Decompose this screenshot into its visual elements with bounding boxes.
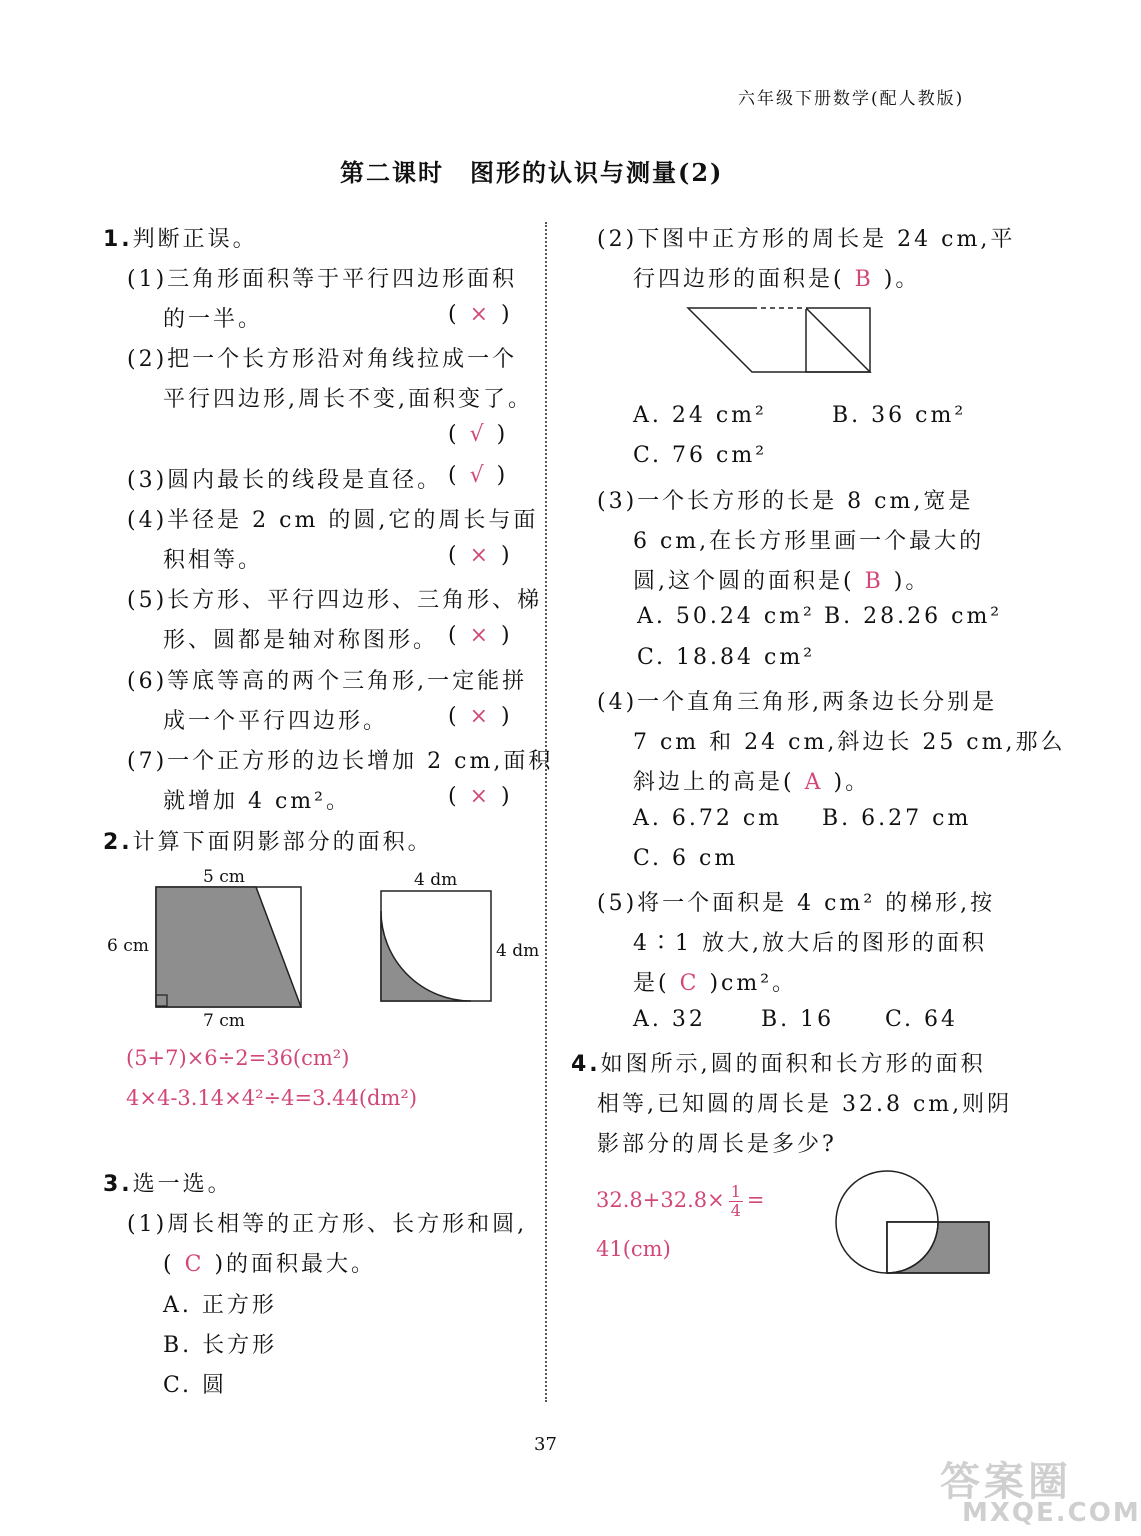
q1-item-3: (3)圆内最长的线段是直径。 <box>127 468 443 493</box>
q1-heading: 1.判断正误。 <box>103 227 258 252</box>
q1-item-5: (5)长方形、平行四边形、三角形、梯 <box>127 588 543 613</box>
q1-item-7-cont: 就增加 4 cm²。 <box>163 789 351 814</box>
q3-s2-option-c: C. 76 cm² <box>633 443 768 468</box>
q3-s1-option-b: B. 长方形 <box>163 1333 278 1358</box>
q3-s3-line2: 6 cm,在长方形里画一个最大的 <box>633 529 985 554</box>
q1-item-6: (6)等底等高的两个三角形,一定能拼 <box>127 669 528 694</box>
watermark-site-icon: MXQE.COM <box>962 1498 1141 1528</box>
q2-quarter-circle-figure <box>380 890 500 1010</box>
q3-s4-line1: (4)一个直角三角形,两条边长分别是 <box>597 690 998 715</box>
q3-s4-line3: 斜边上的高是( A )。 <box>633 770 871 795</box>
q1-item-5-cont: 形、圆都是轴对称图形。 <box>163 628 439 653</box>
fig1-left-label: 6 cm <box>107 936 149 956</box>
q3-s2-parallelogram-figure <box>686 306 886 376</box>
q3-s2-option-a: A. 24 cm² <box>633 403 767 428</box>
q3-s2-option-b: B. 36 cm² <box>832 403 967 428</box>
fig1-bottom-label: 7 cm <box>203 1011 245 1031</box>
q1-item-1-cont: 的一半。 <box>163 307 264 332</box>
q4-answer-line2: 41(cm) <box>596 1237 671 1261</box>
q3-s1-line2: ( C )的面积最大。 <box>163 1252 377 1277</box>
fig2-top-label: 4 dm <box>414 870 458 890</box>
q1-item-2: (2)把一个长方形沿对角线拉成一个 <box>127 347 518 372</box>
q4-line3: 影部分的周长是多少? <box>597 1132 837 1157</box>
q3-s4-option-a: A. 6.72 cm <box>633 806 783 831</box>
column-divider <box>545 222 547 1402</box>
book-header: 六年级下册数学(配人教版) <box>738 89 965 109</box>
q3-s5-line2: 4∶1 放大,放大后的图形的面积 <box>633 931 987 956</box>
q1-item-7: (7)一个正方形的边长增加 2 cm,面积 <box>127 749 554 774</box>
q1-item-3-answer: ( √ ) <box>448 463 509 488</box>
page-number: 37 <box>534 1434 557 1455</box>
q4-answer-line1: 32.8+32.8× $\frac{1}{4}$ = <box>596 1182 765 1220</box>
q2-answer-2: 4×4-3.14×4²÷4=3.44(dm²) <box>126 1086 418 1110</box>
q3-s3-line3: 圆,这个圆的面积是( B )。 <box>633 569 931 594</box>
q1-item-1-answer: ( × ) <box>448 302 513 327</box>
q4-line1: 4.如图所示,圆的面积和长方形的面积 <box>571 1052 986 1077</box>
fraction-one-quarter: $\frac{1}{4}$ <box>730 1182 741 1220</box>
q1-item-2-cont: 平行四边形,周长不变,面积变了。 <box>163 387 533 412</box>
q2-answer-1: (5+7)×6÷2=36(cm²) <box>126 1046 350 1070</box>
fig1-top-label: 5 cm <box>203 867 245 887</box>
q3-s1-option-a: A. 正方形 <box>163 1293 277 1318</box>
q3-s3-option-a: A. 50.24 cm² <box>637 604 815 629</box>
q3-s5-option-c: C. 64 <box>885 1007 959 1032</box>
parallelogram <box>688 308 870 372</box>
q3-s4-option-c: C. 6 cm <box>633 846 739 871</box>
q3-s4-option-b: B. 6.27 cm <box>822 806 972 831</box>
q3-s1-line1: (1)周长相等的正方形、长方形和圆, <box>127 1212 528 1237</box>
lesson-title: 第二课时 图形的认识与测量(2) <box>340 158 724 187</box>
q3-s3-line1: (3)一个长方形的长是 8 cm,宽是 <box>597 489 974 514</box>
q1-item-7-answer: ( × ) <box>448 784 513 809</box>
q3-s5-option-b: B. 16 <box>761 1007 835 1032</box>
q1-item-6-answer: ( × ) <box>448 704 513 729</box>
q3-s2-line1: (2)下图中正方形的周长是 24 cm,平 <box>597 227 1016 252</box>
q3-s5-line3: 是( C )cm²。 <box>633 971 798 996</box>
q3-s1-option-c: C. 圆 <box>163 1373 228 1398</box>
q3-s2-line2: 行四边形的面积是( B )。 <box>633 267 921 292</box>
q1-item-4-answer: ( × ) <box>448 543 513 568</box>
q3-s5-option-a: A. 32 <box>633 1007 706 1032</box>
q1-item-1: (1)三角形面积等于平行四边形面积 <box>127 267 518 292</box>
q1-item-6-cont: 成一个平行四边形。 <box>163 709 389 734</box>
q1-item-4-cont: 积相等。 <box>163 548 264 573</box>
fig2-right-label: 4 dm <box>496 941 540 961</box>
q4-circle-rectangle-figure <box>835 1165 995 1285</box>
q3-heading: 3.选一选。 <box>103 1172 233 1197</box>
q2-heading: 2.计算下面阴影部分的面积。 <box>103 830 433 855</box>
watermark-logo-icon: 答案圈 <box>940 1459 1072 1505</box>
q1-item-2-answer: ( √ ) <box>448 422 509 447</box>
q1-item-5-answer: ( × ) <box>448 623 513 648</box>
q3-s5-line1: (5)将一个面积是 4 cm² 的梯形,按 <box>597 891 996 916</box>
q3-s3-option-b: B. 28.26 cm² <box>824 604 1003 629</box>
q3-s3-option-c: C. 18.84 cm² <box>637 645 816 670</box>
q3-s4-line2: 7 cm 和 24 cm,斜边长 25 cm,那么 <box>633 730 1066 755</box>
q1-item-4: (4)半径是 2 cm 的圆,它的周长与面 <box>127 508 539 533</box>
q4-line2: 相等,已知圆的周长是 32.8 cm,则阴 <box>597 1092 1013 1117</box>
